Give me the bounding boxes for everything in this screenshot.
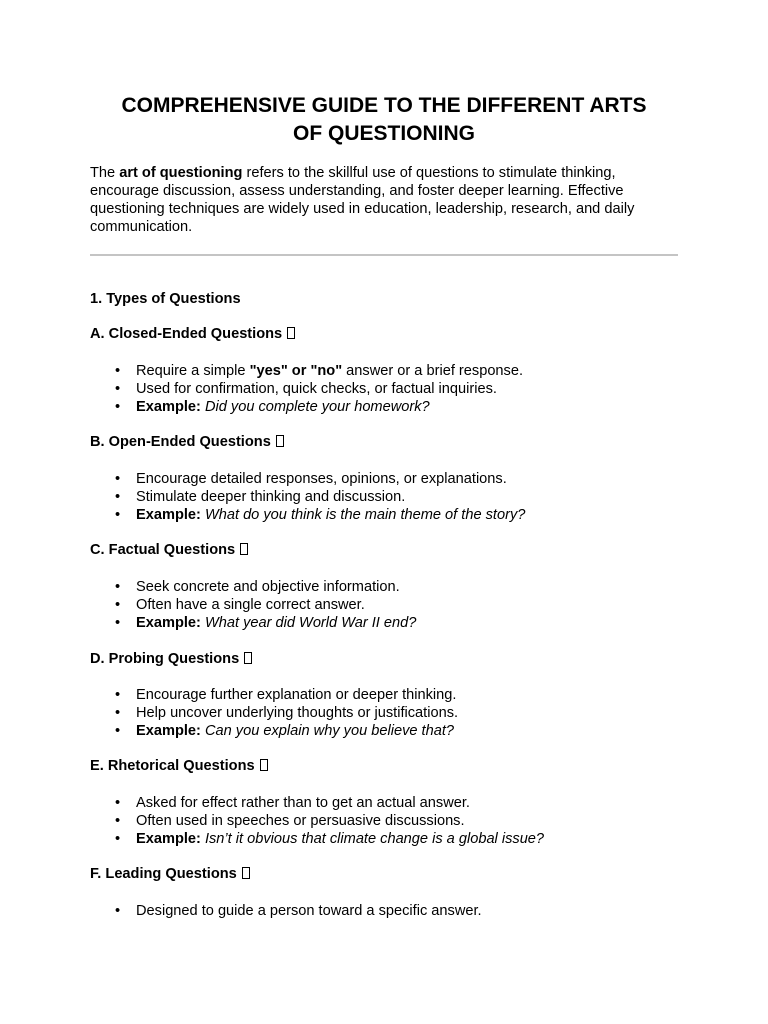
closed-b1-pre: Require a simple	[136, 363, 250, 379]
list-leading	[90, 902, 482, 920]
rhetorical-b1: Asked for effect rather than to get an actual answer.	[136, 795, 470, 811]
heading-rhetorical	[90, 757, 268, 775]
heading-rhetorical-text: E. Rhetorical Questions	[90, 758, 255, 774]
closed-b1-post: answer or a brief response.	[342, 363, 524, 379]
list-item	[90, 686, 458, 704]
bullet-icon: •	[115, 831, 121, 847]
list-item	[90, 380, 523, 398]
heading-closed-ended-text: A. Closed-Ended Questions	[90, 326, 283, 342]
intro-line-2: encourage discussion, assess understanding, and foster deeper learning. Effective	[90, 183, 624, 199]
heading-closed-ended	[90, 325, 295, 343]
bullet-icon: •	[115, 597, 121, 613]
title-line-1: COMPREHENSIVE GUIDE TO THE DIFFERENT ARTS	[121, 94, 647, 117]
example-label: Example:	[136, 507, 201, 523]
bullet-icon: •	[115, 813, 121, 829]
closed-b2: Used for confirmation, quick checks, or factual inquiries.	[136, 381, 497, 397]
open-b2: Stimulate deeper thinking and discussion.	[136, 489, 406, 505]
bullet-icon: •	[115, 723, 121, 739]
heading-leading	[90, 865, 250, 883]
missing-glyph-icon	[242, 867, 250, 879]
document-title	[90, 92, 678, 148]
horizontal-divider	[90, 254, 678, 256]
list-item	[90, 902, 482, 920]
heading-probing	[90, 650, 252, 668]
list-item	[90, 578, 416, 596]
heading-open-ended	[90, 433, 284, 451]
list-item	[90, 362, 523, 380]
intro-line-4: communication.	[90, 219, 193, 235]
probing-b1: Encourage further explanation or deeper thinking.	[136, 687, 457, 703]
bullet-icon: •	[115, 363, 121, 379]
heading-factual	[90, 541, 248, 559]
list-probing	[90, 686, 458, 740]
list-item	[90, 488, 525, 506]
bullet-icon: •	[115, 579, 121, 595]
heading-leading-text: F. Leading Questions	[90, 866, 237, 882]
heading-open-ended-text: B. Open-Ended Questions	[90, 434, 271, 450]
list-factual	[90, 578, 416, 632]
missing-glyph-icon	[260, 759, 268, 771]
list-item	[90, 470, 525, 488]
section-heading-types: 1. Types of Questions	[90, 291, 241, 307]
bullet-icon: •	[115, 705, 121, 721]
factual-b2: Often have a single correct answer.	[136, 597, 365, 613]
closed-example: Did you complete your homework?	[204, 399, 430, 415]
list-item	[90, 398, 523, 416]
intro-lead: The	[90, 165, 120, 181]
heading-probing-text: D. Probing Questions	[90, 651, 240, 667]
bullet-icon: •	[115, 903, 121, 919]
bullet-icon: •	[115, 399, 121, 415]
missing-glyph-icon	[244, 652, 252, 664]
intro-paragraph	[90, 164, 680, 236]
list-item	[90, 506, 525, 524]
example-label: Example:	[136, 831, 201, 847]
open-example: What do you think is the main theme of the story?	[204, 507, 526, 523]
bullet-icon: •	[115, 795, 121, 811]
list-item	[90, 812, 544, 830]
heading-factual-text: C. Factual Questions	[90, 542, 236, 558]
bullet-icon: •	[115, 471, 121, 487]
list-closed-ended	[90, 362, 523, 416]
list-item	[90, 614, 416, 632]
title-line-2: OF QUESTIONING	[292, 122, 475, 145]
list-item	[90, 830, 544, 848]
intro-term: art of questioning	[119, 165, 243, 181]
bullet-icon: •	[115, 615, 121, 631]
list-item	[90, 596, 416, 614]
bullet-icon: •	[115, 489, 121, 505]
factual-b1: Seek concrete and objective information.	[136, 579, 400, 595]
intro-line-3: questioning techniques are widely used in education, leadership, research, and daily	[90, 201, 635, 217]
rhetorical-b2: Often used in speeches or persuasive discussions.	[136, 813, 465, 829]
list-open-ended	[90, 470, 525, 524]
list-item	[90, 722, 458, 740]
missing-glyph-icon	[276, 435, 284, 447]
example-label: Example:	[136, 723, 201, 739]
rhetorical-example: Isn’t it obvious that climate change is a global issue?	[204, 831, 545, 847]
probing-example: Can you explain why you believe that?	[204, 723, 455, 739]
open-b1: Encourage detailed responses, opinions, or explanations.	[136, 471, 507, 487]
list-item	[90, 794, 544, 812]
closed-b1-bold: "yes" or "no"	[249, 363, 343, 379]
bullet-icon: •	[115, 381, 121, 397]
missing-glyph-icon	[287, 327, 295, 339]
probing-b2: Help uncover underlying thoughts or justifications.	[136, 705, 459, 721]
bullet-icon: •	[115, 507, 121, 523]
factual-example: What year did World War II end?	[204, 615, 417, 631]
list-item	[90, 704, 458, 722]
leading-b1: Designed to guide a person toward a specific answer.	[136, 903, 482, 919]
intro-line-1-rest: refers to the skillful use of questions to stimulate thinking,	[242, 165, 616, 181]
list-rhetorical	[90, 794, 544, 848]
missing-glyph-icon	[240, 543, 248, 555]
intro-line-1	[90, 164, 680, 182]
example-label: Example:	[136, 399, 201, 415]
example-label: Example:	[136, 615, 201, 631]
bullet-icon: •	[115, 687, 121, 703]
